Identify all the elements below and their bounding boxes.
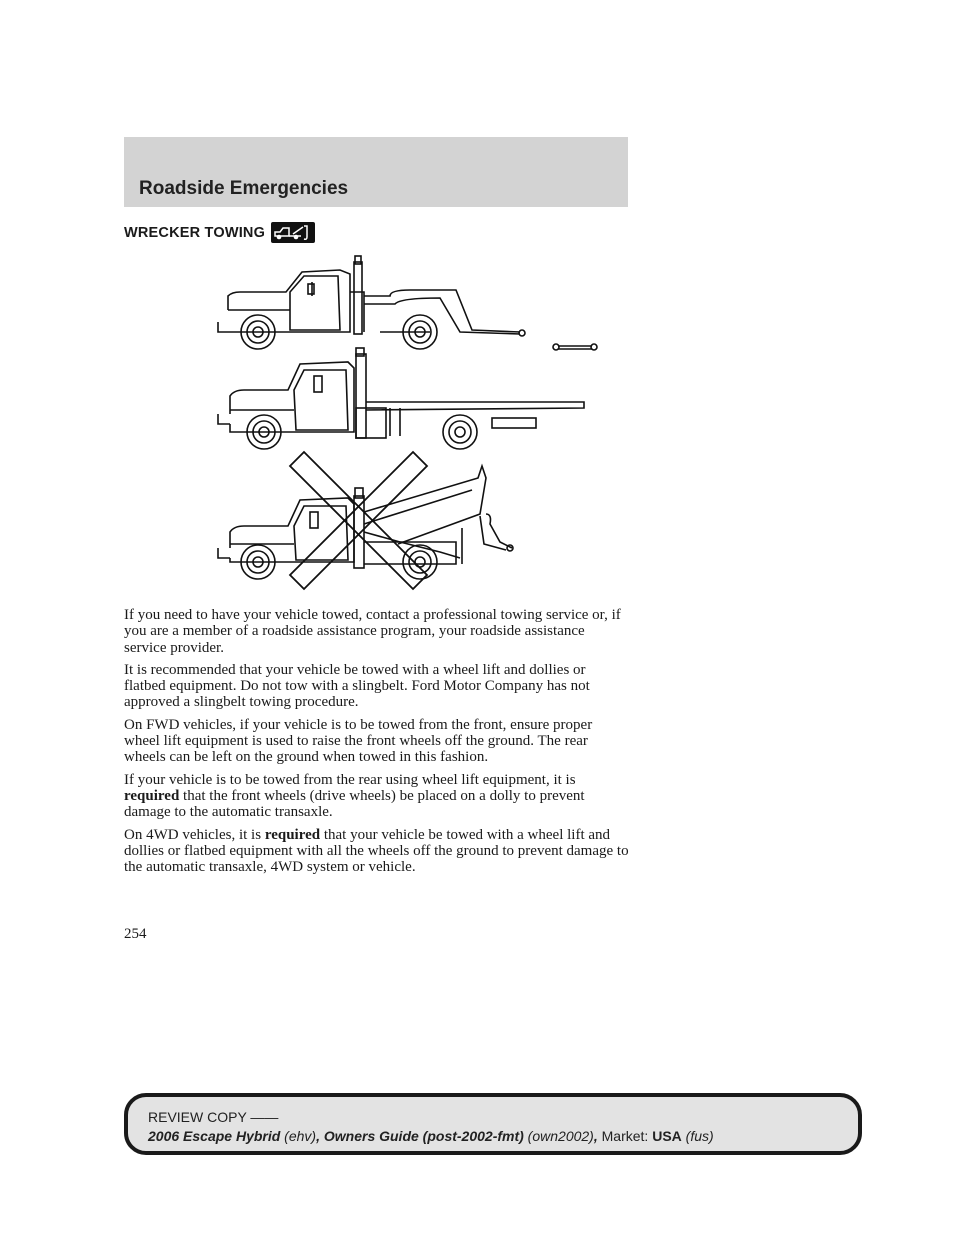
paragraph-5-text-b: that your vehicle be towed with a wheel lift and dollies or flatbed equipment with all the wheels off the ground to prevent damage to the automatic transaxle, 4WD system or vehicle.: [124, 826, 629, 876]
wrecker-towing-heading: [124, 222, 315, 243]
wheel-lift-truck-illustration: [218, 256, 597, 350]
page-number: 254: [124, 926, 147, 942]
wrecker-towing-title: WRECKER TOWING: [124, 224, 266, 241]
section-title: Roadside Emergencies: [139, 178, 349, 199]
review-model-code: (ehv): [280, 1128, 317, 1144]
paragraph-5: [124, 827, 630, 876]
paragraph-4: [124, 772, 630, 821]
paragraph-4-text-b: that the front wheels (drive wheels) be placed on a dolly to prevent damage to the automatic transaxle.: [124, 787, 585, 821]
review-market-code: (fus): [681, 1128, 714, 1144]
paragraph-1: If you need to have your vehicle towed, contact a professional towing service or, if you are a member of a roadside assistance program, your roadside assistance service provider.: [124, 607, 621, 656]
review-market-label: Market:: [601, 1128, 653, 1144]
review-guide-code: (own2002): [523, 1128, 594, 1144]
flatbed-truck-illustration: [218, 348, 584, 449]
paragraph-5-text-a: On 4WD vehicles, it is: [124, 826, 265, 843]
body-text: [124, 607, 630, 881]
paragraph-4-emphasis: required: [124, 787, 180, 804]
tow-truck-icon: [271, 222, 315, 243]
review-copy-box: [124, 1093, 862, 1155]
paragraph-5-emphasis: required: [264, 826, 321, 843]
review-model: 2006 Escape Hybrid: [148, 1128, 281, 1144]
paragraph-2: It is recommended that your vehicle be towed with a wheel lift and dollies or flatbed equipment. Do not tow with a slingbelt. Ford Motor Company has not approved a slingbelt towing procedure.: [124, 661, 590, 711]
review-copy-details: [148, 1128, 714, 1144]
towing-illustration: [200, 252, 620, 597]
review-copy-label: REVIEW COPY ——: [148, 1109, 279, 1125]
paragraph-3: On FWD vehicles, if your vehicle is to be towed from the front, ensure proper wheel lift equipment is used to raise the front wheels off the ground. The rear wheels can be left on the ground when towed in this fashion.: [124, 716, 593, 766]
review-market: USA: [652, 1128, 682, 1144]
review-separator-1: ,: [316, 1128, 324, 1144]
review-separator-2: ,: [593, 1128, 602, 1144]
review-guide: Owners Guide (post-2002-fmt): [323, 1128, 524, 1144]
paragraph-4-text-a: If your vehicle is to be towed from the rear using wheel lift equipment, it is: [124, 771, 576, 788]
